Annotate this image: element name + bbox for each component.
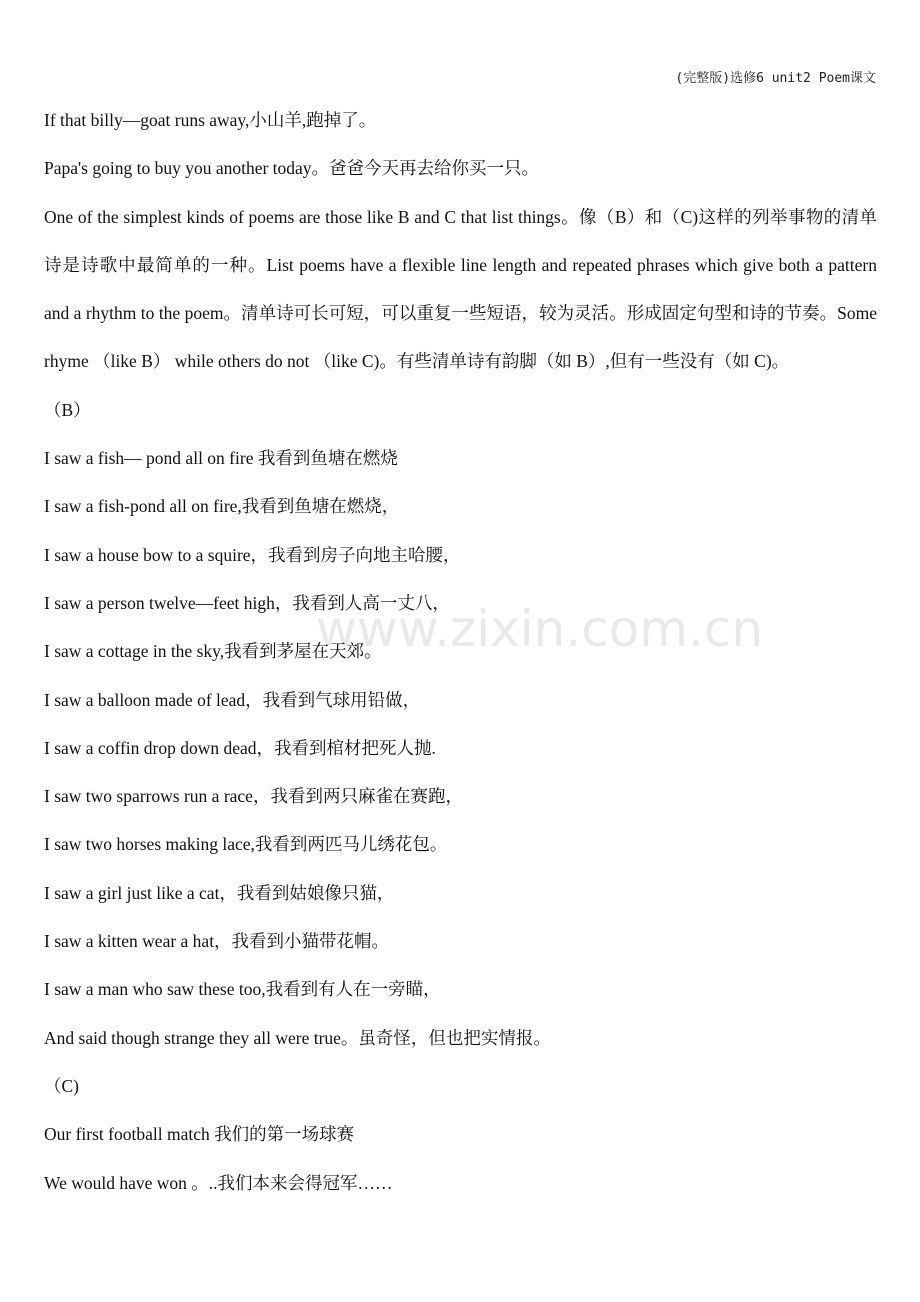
poem-c-label: （C) xyxy=(44,1075,79,1096)
poem-b-line: I saw two sparrows run a race，我看到两只麻雀在赛跑， xyxy=(44,786,463,807)
poem-c-line: We would have won 。..我们本来会得冠军…… xyxy=(44,1172,393,1193)
poem-b-label: （B） xyxy=(44,399,91,420)
poem-c-line: Our first football match 我们的第一场球赛 xyxy=(44,1124,355,1145)
intro-line: If that billy—goat runs away,小山羊,跑掉了。 xyxy=(44,110,377,130)
poem-b-line: I saw a balloon made of lead，我看到气球用铅做， xyxy=(44,689,421,710)
poem-b-line: I saw a cottage in the sky,我看到茅屋在天郊。 xyxy=(44,641,382,662)
poem-b-line: I saw two horses making lace,我看到两匹马儿绣花包。 xyxy=(44,834,448,855)
poem-b-line: I saw a person twelve—feet high，我看到人高一丈八， xyxy=(44,592,450,613)
poem-b-line: I saw a fish— pond all on fire 我看到鱼塘在燃烧 xyxy=(44,448,398,469)
document-body xyxy=(44,96,877,1207)
watermark: www.zixin.com.cn xyxy=(316,600,764,658)
poem-b-line: I saw a fish-pond all on fire,我看到鱼塘在燃烧， xyxy=(44,496,400,517)
poem-b-line: I saw a man who saw these too,我看到有人在一旁瞄， xyxy=(44,979,441,1000)
poem-b-line: And said though strange they all were true。虽奇怪，但也把实情报。 xyxy=(44,1027,551,1048)
poem-b-line: I saw a house bow to a squire，我看到房子向地主哈腰， xyxy=(44,544,461,565)
list-poem-paragraph: One of the simplest kinds of poems are those like B and C that list things。像（B）和（C)这样的列举事物的清单诗是诗歌中最简单的一种。List poems have a flexible line length and repeated phrases which give both a pattern and a rhythm to the poem。清单诗可长可短，可以重复一些短语，较为灵活。形成固定句型和诗的节奏。Some rhyme （like B） while others do not （like C)。有些清单诗有韵脚（如 B）,但有一些没有（如 C)。 xyxy=(44,206,877,372)
poem-b-line: I saw a girl just like a cat，我看到姑娘像只猫， xyxy=(44,882,395,903)
poem-b-line: I saw a kitten wear a hat，我看到小猫带花帽。 xyxy=(44,931,390,952)
intro-line: Papa's going to buy you another today。爸爸今天再去给你买一只。 xyxy=(44,158,540,179)
poem-b-line: I saw a coffin drop down dead，我看到棺材把死人抛. xyxy=(44,737,436,758)
document-header: (完整版)选修6 unit2 Poem课文 xyxy=(675,71,876,86)
